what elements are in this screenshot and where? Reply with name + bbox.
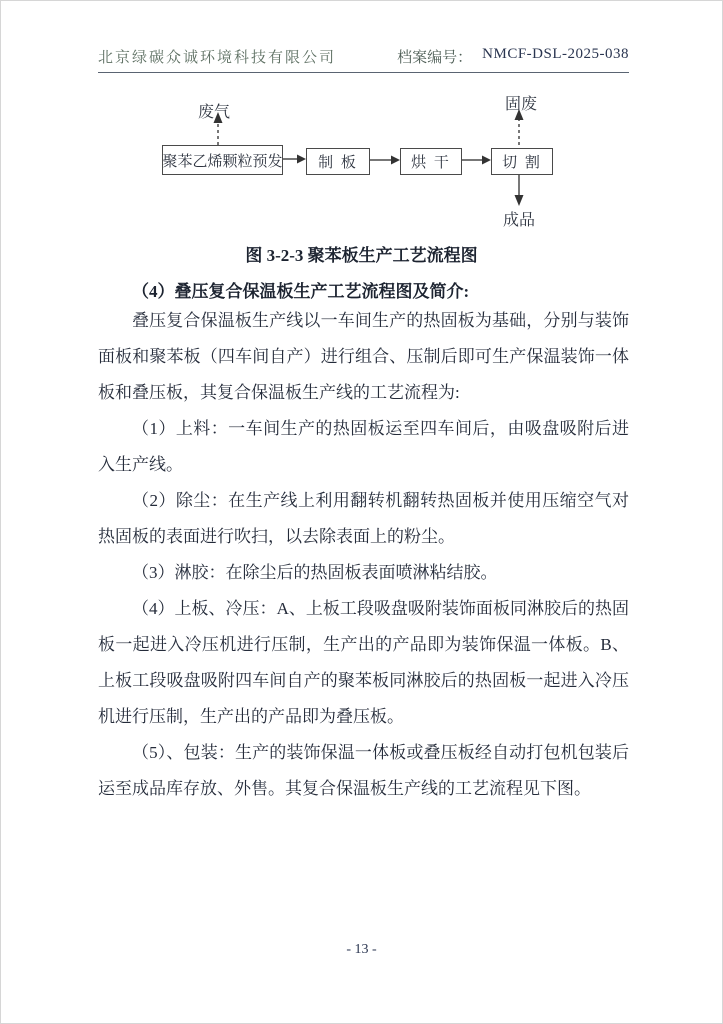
figure-caption: 图 3-2-3 聚苯板生产工艺流程图 <box>245 246 478 265</box>
section-heading: （4）叠压复合保温板生产工艺流程图及简介: <box>132 282 470 301</box>
archive-number-value: NMCF-DSL-2025-038 <box>482 46 629 62</box>
archive-number-label: 档案编号： <box>397 50 473 66</box>
page-number: - 13 - <box>346 942 377 957</box>
company-name: 北京绿碳众诚环境科技有限公司 <box>98 50 337 66</box>
paragraph-step-1: （1）上料：一车间生产的热固板运至四车间后，由吸盘吸附后进入生产线。 <box>98 419 629 474</box>
flowchart-node-board-making: 制 板 <box>306 148 370 175</box>
paragraph-step-5: （5）、包装：生产的装饰保温一体板或叠压板经自动打包机包装后运至成品库存放、外售。其复合保温板生产线的工艺流程见下图。 <box>98 743 629 798</box>
paragraph-step-2: （2）除尘：在生产线上利用翻转机翻转热固板并使用压缩空气对热固板的表面进行吹扫，以去除表面上的粉尘。 <box>98 491 629 546</box>
flowchart-node-pre-expansion: 聚苯乙烯颗粒预发 <box>162 145 283 175</box>
flowchart-node-drying: 烘 干 <box>400 148 462 175</box>
paragraph-intro: 叠压复合保温板生产线以一车间生产的热固板为基础，分别与装饰面板和聚苯板（四车间自产）进行组合、压制后即可生产保温装饰一体板和叠压板，其复合保温板生产线的工艺流程为: <box>98 311 629 402</box>
finished-product-label: 成品 <box>503 212 536 229</box>
body-text <box>98 303 629 807</box>
solid-waste-label: 固废 <box>505 96 538 113</box>
paragraph-step-4: （4）上板、冷压：A、上板工段吸盘吸附装饰面板同淋胶后的热固板一起进入冷压机进行压制，生产出的产品即为装饰保温一体板。B、上板工段吸盘吸附四车间自产的聚苯板同淋胶后的热固板一起进入冷压机进行压制，生产出的产品即为叠压板。 <box>98 599 629 726</box>
paragraph-step-3: （3）淋胶：在除尘后的热固板表面喷淋粘结胶。 <box>132 563 498 582</box>
process-flowchart <box>98 91 631 233</box>
flowchart-node-cutting: 切 割 <box>491 148 553 175</box>
page-header <box>98 1 629 73</box>
archive-number-group <box>397 46 629 67</box>
waste-gas-label: 废气 <box>198 104 231 121</box>
